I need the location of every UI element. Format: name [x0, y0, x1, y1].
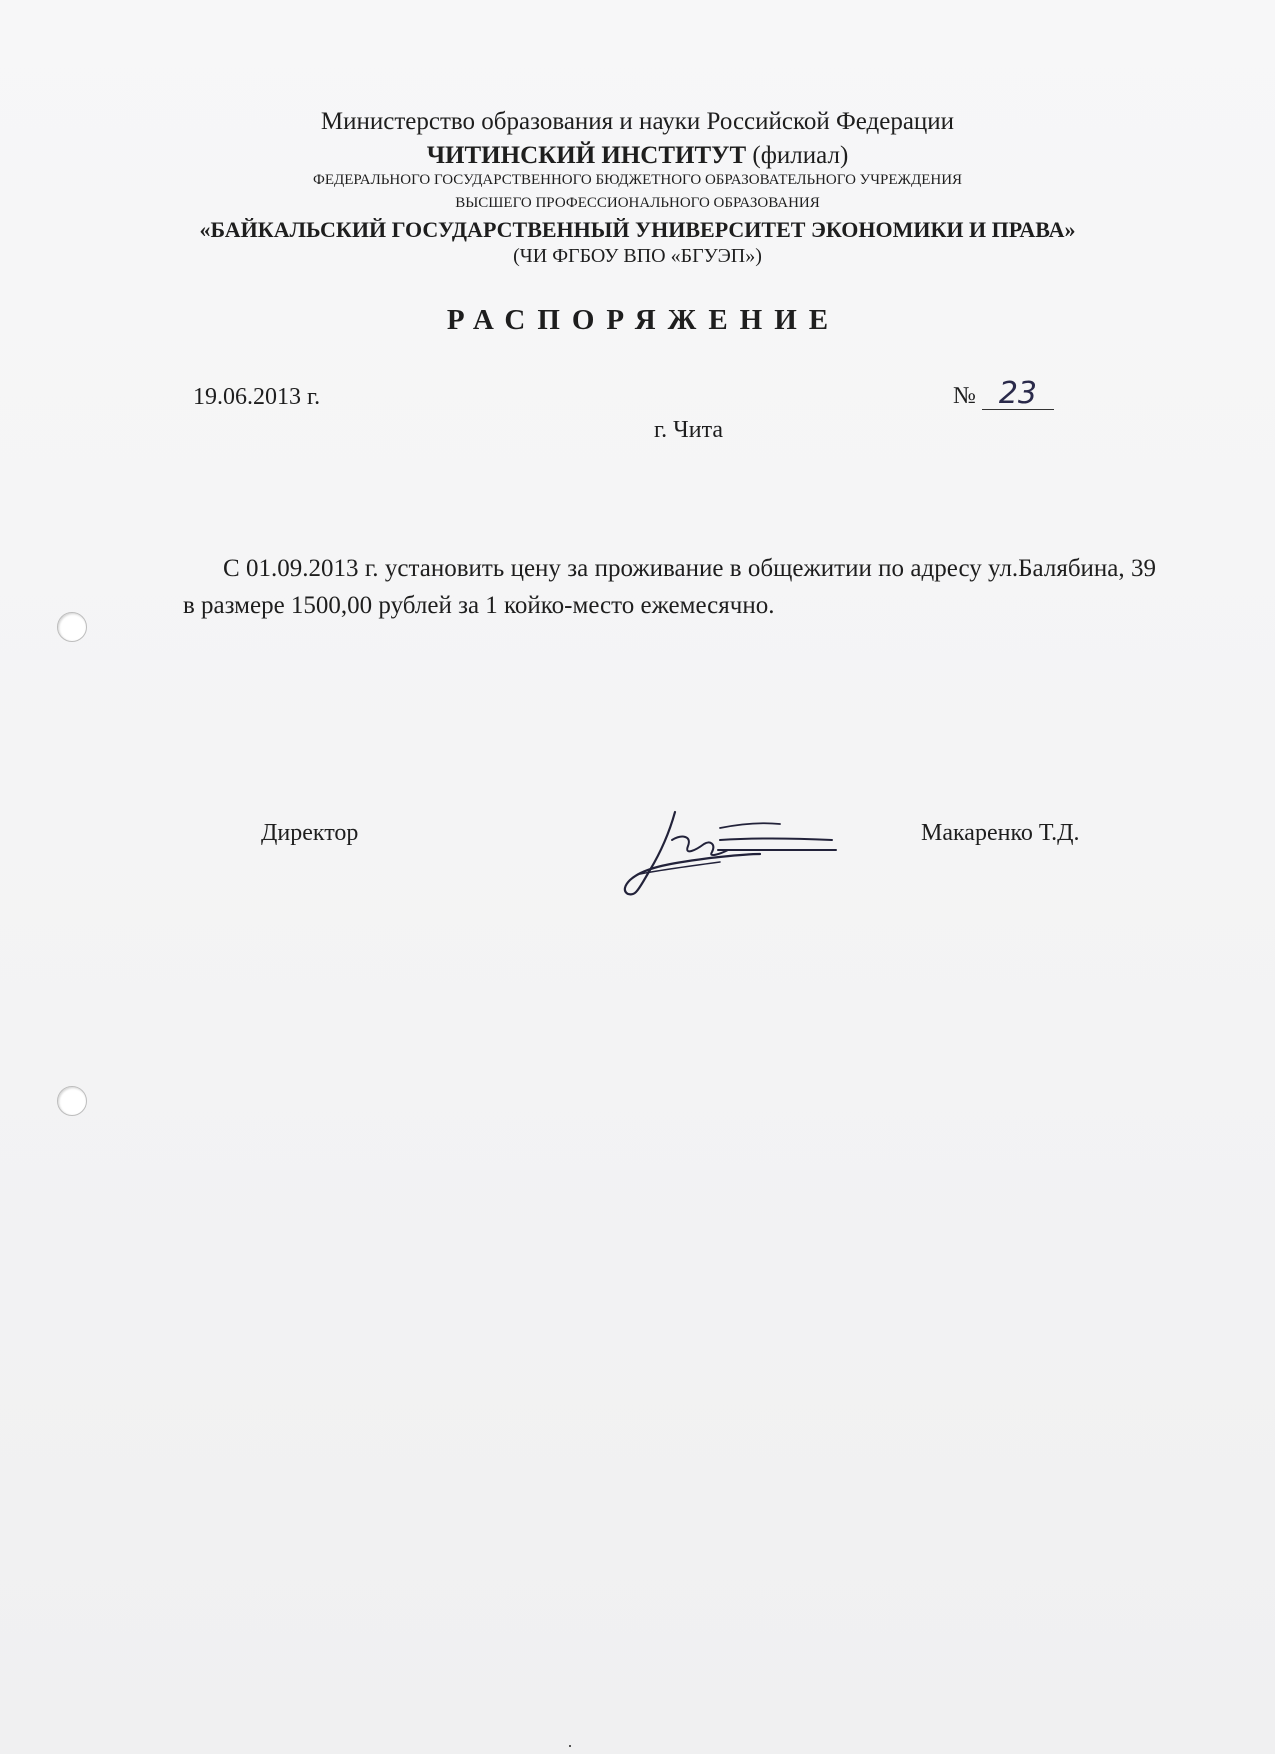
- institute-name: ЧИТИНСКИЙ ИНСТИТУТ: [426, 142, 747, 169]
- number-sign: №: [953, 383, 976, 409]
- institute-suffix: (филиал): [746, 142, 849, 169]
- institute-line: [0, 142, 1275, 170]
- scan-speck: [569, 1745, 571, 1747]
- handwritten-signature: [600, 800, 850, 900]
- punch-hole: [57, 612, 87, 642]
- education-level-line: ВЫСШЕГО ПРОФЕССИОНАЛЬНОГО ОБРАЗОВАНИЯ: [455, 195, 820, 211]
- signer-name: Макаренко Т.Д.: [921, 820, 1080, 846]
- institution-abbreviation: (ЧИ ФГБОУ ВПО «БГУЭП»): [513, 245, 762, 267]
- ministry-line: Министерство образования и науки Российской Федерации: [320, 108, 955, 135]
- document-title: РАСПОРЯЖЕНИЕ: [446, 304, 841, 336]
- federal-institution-line: ФЕДЕРАЛЬНОГО ГОСУДАРСТВЕННОГО БЮДЖЕТНОГО ОБРАЗОВАТЕЛЬНОГО УЧРЕЖДЕНИЯ: [312, 172, 963, 188]
- document-number: [953, 376, 1054, 411]
- university-name: «БАЙКАЛЬСКИЙ ГОСУДАРСТВЕННЫЙ УНИВЕРСИТЕТ ЭКОНОМИКИ И ПРАВА»: [199, 217, 1076, 242]
- order-body-text: С 01.09.2013 г. установить цену за проживание в общежитии по адресу ул.Балябина, 39 в размере 1500,00 рублей за 1 койко-место ежемесячно.: [183, 555, 1156, 619]
- punch-hole: [57, 1086, 87, 1116]
- document-city: г. Чита: [653, 417, 723, 443]
- number-value: 23: [982, 379, 1054, 410]
- document-date: 19.06.2013 г.: [193, 384, 321, 410]
- signer-title: Директор: [261, 820, 359, 846]
